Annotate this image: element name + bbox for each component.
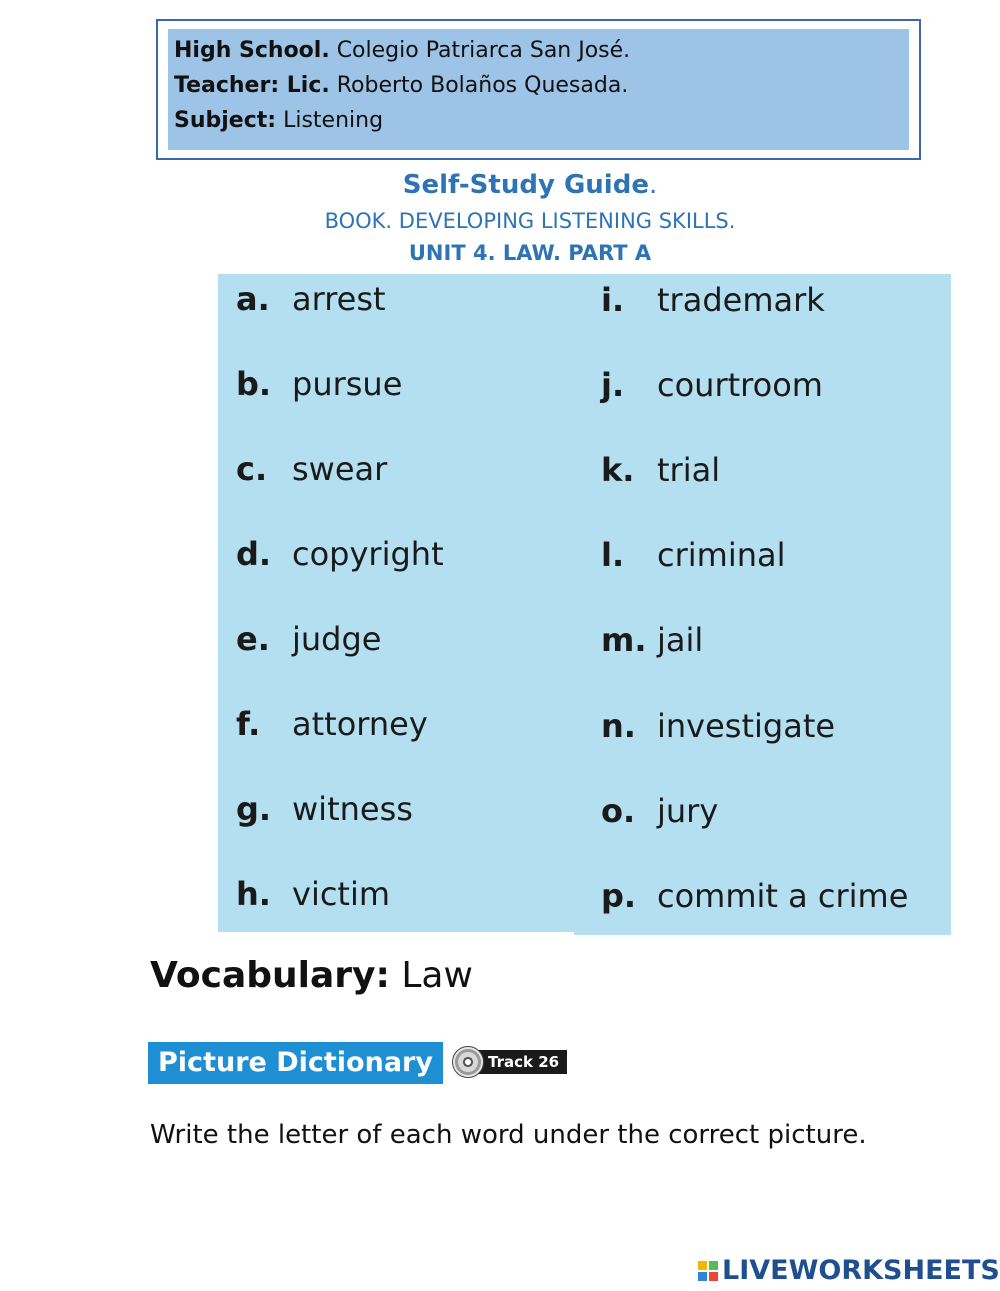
vocab-item-left-6 (236, 790, 413, 828)
logo-square-2 (709, 1261, 718, 1270)
guide-title-text: Self-Study Guide (402, 170, 649, 200)
vocab-item-right-7 (601, 877, 908, 915)
vocab-word: pursue (292, 365, 403, 403)
vocab-letter: o. (601, 792, 636, 830)
vocab-item-right-6 (601, 792, 718, 830)
vocab-item-right-5 (601, 707, 835, 745)
instruction-text: Write the letter of each word under the correct picture. (150, 1120, 867, 1150)
guide-title (0, 170, 1000, 200)
vocab-word: swear (292, 450, 388, 488)
vocab-letter: n. (601, 707, 636, 745)
vocab-letter: j. (601, 366, 625, 404)
track-label: Track 26 (472, 1050, 567, 1074)
vocab-letter: m. (601, 621, 647, 659)
vocab-letter: e. (236, 620, 270, 658)
vocab-item-right-2 (601, 451, 720, 489)
vocab-word: criminal (657, 536, 786, 574)
vocab-letter: h. (236, 875, 271, 913)
header-school (174, 33, 903, 68)
teacher-value: Roberto Bolaños Quesada. (329, 73, 629, 98)
vocab-item-right-0 (601, 281, 825, 319)
vocab-item-right-3 (601, 536, 785, 574)
subject-value: Listening (276, 108, 384, 133)
logo-square-1 (698, 1261, 707, 1270)
vocab-item-left-5 (236, 705, 428, 743)
school-label: High School. (174, 38, 330, 63)
vocab-letter: c. (236, 450, 268, 488)
vocab-letter: l. (601, 536, 625, 574)
logo-square-3 (698, 1272, 707, 1281)
vocab-word: commit a crime (657, 877, 909, 915)
vocab-letter: b. (236, 365, 272, 403)
vocab-item-right-4 (601, 621, 703, 659)
teacher-label: Teacher: Lic. (174, 73, 330, 98)
unit-title: UNIT 4. LAW. PART A (408, 241, 652, 265)
picture-dictionary-bar: Picture Dictionary (148, 1042, 443, 1084)
vocab-word: arrest (292, 280, 386, 318)
vocab-item-left-3 (236, 535, 444, 573)
vocab-letter: f. (236, 705, 261, 743)
vocab-letter: k. (601, 451, 635, 489)
vocab-letter: a. (236, 280, 270, 318)
header-box (156, 19, 921, 160)
vocab-item-left-7 (236, 875, 390, 913)
liveworksheets-logo-icon (698, 1261, 718, 1281)
vocab-letter: d. (236, 535, 272, 573)
vocab-word: victim (292, 875, 391, 913)
book-title: BOOK. DEVELOPING LISTENING SKILLS. (324, 209, 736, 233)
vocab-word: trademark (657, 281, 825, 319)
logo-square-4 (709, 1272, 718, 1281)
vocab-word: attorney (292, 705, 428, 743)
cd-icon (452, 1046, 484, 1078)
vocab-item-left-0 (236, 280, 386, 318)
vocabulary-heading-topic: Law (389, 955, 473, 996)
header-teacher (174, 68, 903, 103)
guide-title-dot: . (648, 170, 658, 200)
vocab-word: courtroom (657, 366, 823, 404)
vocab-letter: p. (601, 877, 637, 915)
vocab-word: judge (292, 620, 382, 658)
track-badge (452, 1046, 567, 1078)
vocab-word: investigate (657, 707, 836, 745)
subject-label: Subject: (174, 108, 277, 133)
vocab-letter: g. (236, 790, 272, 828)
vocab-word: trial (657, 451, 721, 489)
vocab-word: copyright (292, 535, 444, 573)
vocab-item-right-1 (601, 366, 823, 404)
vocab-word: jail (657, 621, 704, 659)
vocabulary-heading-bold: Vocabulary: (150, 955, 390, 996)
vocab-item-left-4 (236, 620, 381, 658)
vocab-word: witness (292, 790, 413, 828)
header-inner (168, 29, 909, 150)
vocab-word: jury (657, 792, 719, 830)
liveworksheets-text: LIVEWORKSHEETS (722, 1255, 1000, 1286)
vocab-letter: i. (601, 281, 625, 319)
school-value: Colegio Patriarca San José. (329, 38, 631, 63)
vocab-item-left-1 (236, 365, 402, 403)
vocab-item-left-2 (236, 450, 387, 488)
header-subject (174, 103, 903, 138)
vocabulary-heading (150, 955, 473, 996)
liveworksheets-brand (698, 1255, 1000, 1286)
